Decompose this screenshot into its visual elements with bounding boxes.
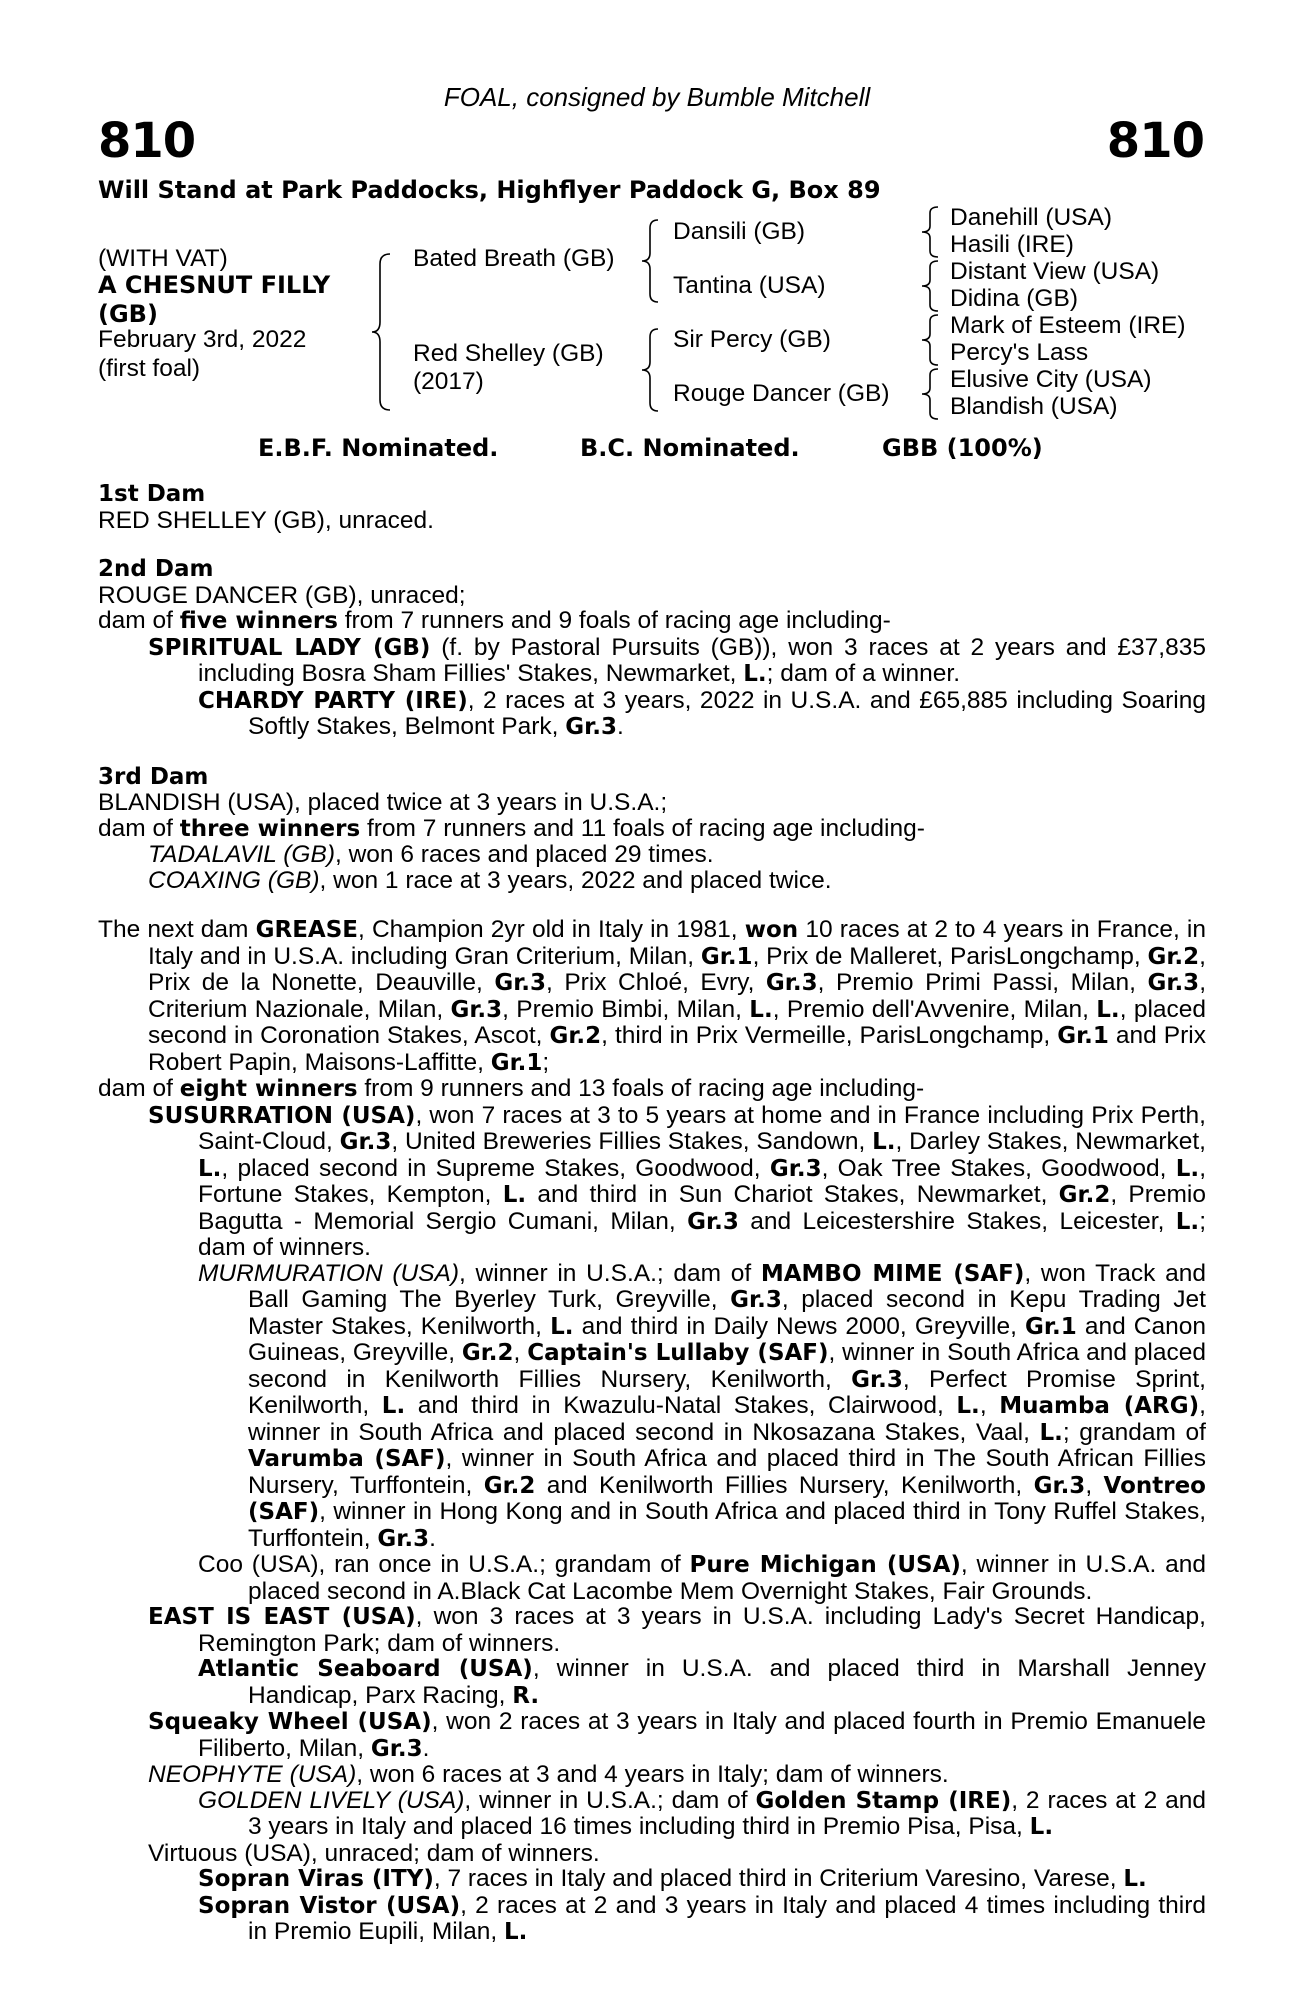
- brace-g3-1: [920, 205, 940, 259]
- ancestor-8: Blandish (USA): [950, 393, 1118, 420]
- produce-entry: SPIRITUAL LADY (GB) (f. by Pastoral Pursuits (GB)), won 3 races at 2 years and £37,835 including Bosra Sham Fillies' Stakes, Newmarket, L.; dam of a winner.: [148, 633, 1206, 687]
- ancestor-1: Danehill (USA): [950, 204, 1113, 231]
- produce-entry: Virtuous (USA), unraced; dam of winners.: [148, 1839, 600, 1867]
- produce-record: [98, 482, 1206, 1946]
- brace-dam: [640, 327, 660, 413]
- brace-g3-2: [920, 259, 940, 313]
- consignment-line: FOAL, consigned by Bumble Mitchell: [443, 82, 871, 112]
- next-dam-produce-summary: dam of eight winners from 9 runners and 13 foals of racing age including-: [98, 1075, 925, 1102]
- produce-entry: NEOPHYTE (USA), won 6 races at 3 and 4 years in Italy; dam of winners.: [148, 1761, 949, 1788]
- produce-entry: Sopran Viras (ITY), 7 races in Italy and placed third in Criterium Varesino, Varese, L.: [198, 1865, 1147, 1892]
- produce-entry: COAXING (GB), won 1 race at 3 years, 2022 and placed twice.: [148, 866, 832, 894]
- produce-entry: SUSURRATION (USA), won 7 races at 3 to 5 years at home and in France including Prix Perth, Saint-Cloud, Gr.3, United Breweries Fillies Stakes, Sandown, L., Darley Stakes, Newmarket, L., placed second in Supreme Stakes, Goodwood, Gr.3, Oak Tree Stakes, Goodwood, L., Fortune Stakes, Kempton, L. and third in Sun Chariot Stakes, Newmarket, Gr.2, Premio Bagutta - Memorial Sergio Cumani, Milan, Gr.3 and Leicestershire Stakes, Leicester, L.; dam of winners.: [148, 1101, 1206, 1261]
- brace-g3-3: [920, 313, 940, 367]
- next-dam-paragraph: The next dam GREASE, Champion 2yr old in Italy in 1981, won 10 races at 2 to 4 years in France, in Italy and in U.S.A. including Gran Criterium, Milan, Gr.1, Prix de Malleret, ParisLongchamp, Gr.2, Prix de la Nonette, Deauville, Gr.3, Prix Chloé, Evry, Gr.3, Premio Primi Passi, Milan, Gr.3, Criterium Nazionale, Milan, Gr.3, Premio Bimbi, Milan, L., Premio dell'Avvenire, Milan, L., placed second in Coronation Stakes, Ascot, Gr.2, third in Prix Vermeille, ParisLongchamp, Gr.1 and Prix Robert Papin, Maisons-Laffitte, Gr.1;: [98, 916, 1207, 1076]
- first-dam-heading: 1st Dam: [98, 481, 206, 507]
- foaling-date: February 3rd, 2022: [98, 326, 307, 353]
- first-foal-note: (first foal): [98, 355, 201, 382]
- third-dam-heading: 3rd Dam: [98, 763, 209, 790]
- brace-g3-4: [920, 367, 940, 421]
- ancestor-4: Didina (GB): [950, 285, 1078, 312]
- sire-sire: Dansili (GB): [673, 218, 806, 245]
- sire: Bated Breath (GB): [413, 245, 615, 272]
- third-dam-line: BLANDISH (USA), placed twice at 3 years in U.S.A.;: [98, 789, 668, 816]
- lot-number-right: 810: [1106, 113, 1204, 169]
- produce-entry: EAST IS EAST (USA), won 3 races at 3 years in U.S.A. including Lady's Secret Handicap, Remington Park; dam of winners.: [148, 1603, 1206, 1657]
- stabling-location: Will Stand at Park Paddocks, Highflyer Paddock G, Box 89: [98, 176, 881, 204]
- dam-sire: Sir Percy (GB): [673, 326, 831, 353]
- vat-note: (WITH VAT): [98, 245, 228, 272]
- produce-entry: Squeaky Wheel (USA), won 2 races at 3 years in Italy and placed fourth in Premio Emanuele Filiberto, Milan, Gr.3.: [148, 1708, 1206, 1762]
- bc-nomination: B.C. Nominated.: [580, 434, 800, 462]
- produce-entry: Atlantic Seaboard (USA), winner in U.S.A. and placed third in Marshall Jenney Handicap, Parx Racing, R.: [198, 1655, 1206, 1709]
- produce-entry: TADALAVIL (GB), won 6 races and placed 29 times.: [148, 841, 714, 868]
- ancestor-3: Distant View (USA): [950, 258, 1160, 285]
- first-dam-text: RED SHELLEY (GB), unraced.: [98, 506, 434, 534]
- produce-entry: CHARDY PARTY (IRE), 2 races at 3 years, 2022 in U.S.A. and £65,885 including Soaring Softly Stakes, Belmont Park, Gr.3.: [198, 686, 1206, 740]
- dam-dam: Rouge Dancer (GB): [673, 380, 890, 407]
- third-dam-produce-summary: dam of three winners from 7 runners and 11 foals of racing age including-: [98, 814, 925, 842]
- ancestor-7: Elusive City (USA): [950, 366, 1152, 393]
- ancestor-5: Mark of Esteem (IRE): [950, 312, 1186, 339]
- produce-entry: Sopran Vistor (USA), 2 races at 2 and 3 years in Italy and placed 4 times including third in Premio Eupili, Milan, L.: [198, 1891, 1206, 1945]
- ancestor-2: Hasili (IRE): [950, 231, 1074, 258]
- dam-year: (2017): [413, 368, 484, 395]
- second-dam-heading: 2nd Dam: [98, 556, 214, 582]
- produce-entry: GOLDEN LIVELY (USA), winner in U.S.A.; dam of Golden Stamp (IRE), 2 races at 2 and 3 years in Italy and placed 16 times including third in Premio Pisa, Pisa, L.: [198, 1786, 1206, 1840]
- produce-entry: MURMURATION (USA), winner in U.S.A.; dam of MAMBO MIME (SAF), won Track and Ball Gaming The Byerley Turk, Greyville, Gr.3, placed second in Kepu Trading Jet Master Stakes, Kenilworth, L. and third in Daily News 2000, Greyville, Gr.1 and Canon Guineas, Greyville, Gr.2, Captain's Lullaby (SAF), winner in South Africa and placed second in Kenilworth Fillies Nursery, Kenilworth, Gr.3, Perfect Promise Sprint, Kenilworth, L. and third in Kwazulu-Natal Stakes, Clairwood, L., Muamba (ARG), winner in South Africa and placed second in Nkosazana Stakes, Vaal, L.; grandam of Varumba (SAF), winner in South Africa and placed third in The South African Fillies Nursery, Turffontein, Gr.2 and Kenilworth Fillies Nursery, Kenilworth, Gr.3, Vontreo (SAF), winner in Hong Kong and in South Africa and placed third in Tony Ruffel Stakes, Turffontein, Gr.3.: [198, 1259, 1207, 1552]
- brace-main: [370, 252, 394, 412]
- horse-title-country: (GB): [98, 300, 158, 328]
- gbb-status: GBB (100%): [882, 434, 1043, 462]
- second-dam-produce-summary: dam of five winners from 7 runners and 9 foals of racing age including-: [98, 607, 891, 634]
- sire-dam: Tantina (USA): [673, 272, 826, 299]
- produce-entry: Coo (USA), ran once in U.S.A.; grandam of Pure Michigan (USA), winner in U.S.A. and placed second in A.Black Cat Lacombe Mem Overnight Stakes, Fair Grounds.: [198, 1551, 1207, 1605]
- second-dam-line: ROUGE DANCER (GB), unraced;: [98, 581, 466, 609]
- ancestor-6: Percy's Lass: [950, 339, 1089, 366]
- horse-title: A CHESNUT FILLY: [98, 271, 331, 299]
- dam: Red Shelley (GB): [413, 340, 604, 367]
- lot-number-left: 810: [98, 113, 196, 169]
- brace-sire: [640, 218, 660, 304]
- ebf-nomination: E.B.F. Nominated.: [258, 434, 499, 462]
